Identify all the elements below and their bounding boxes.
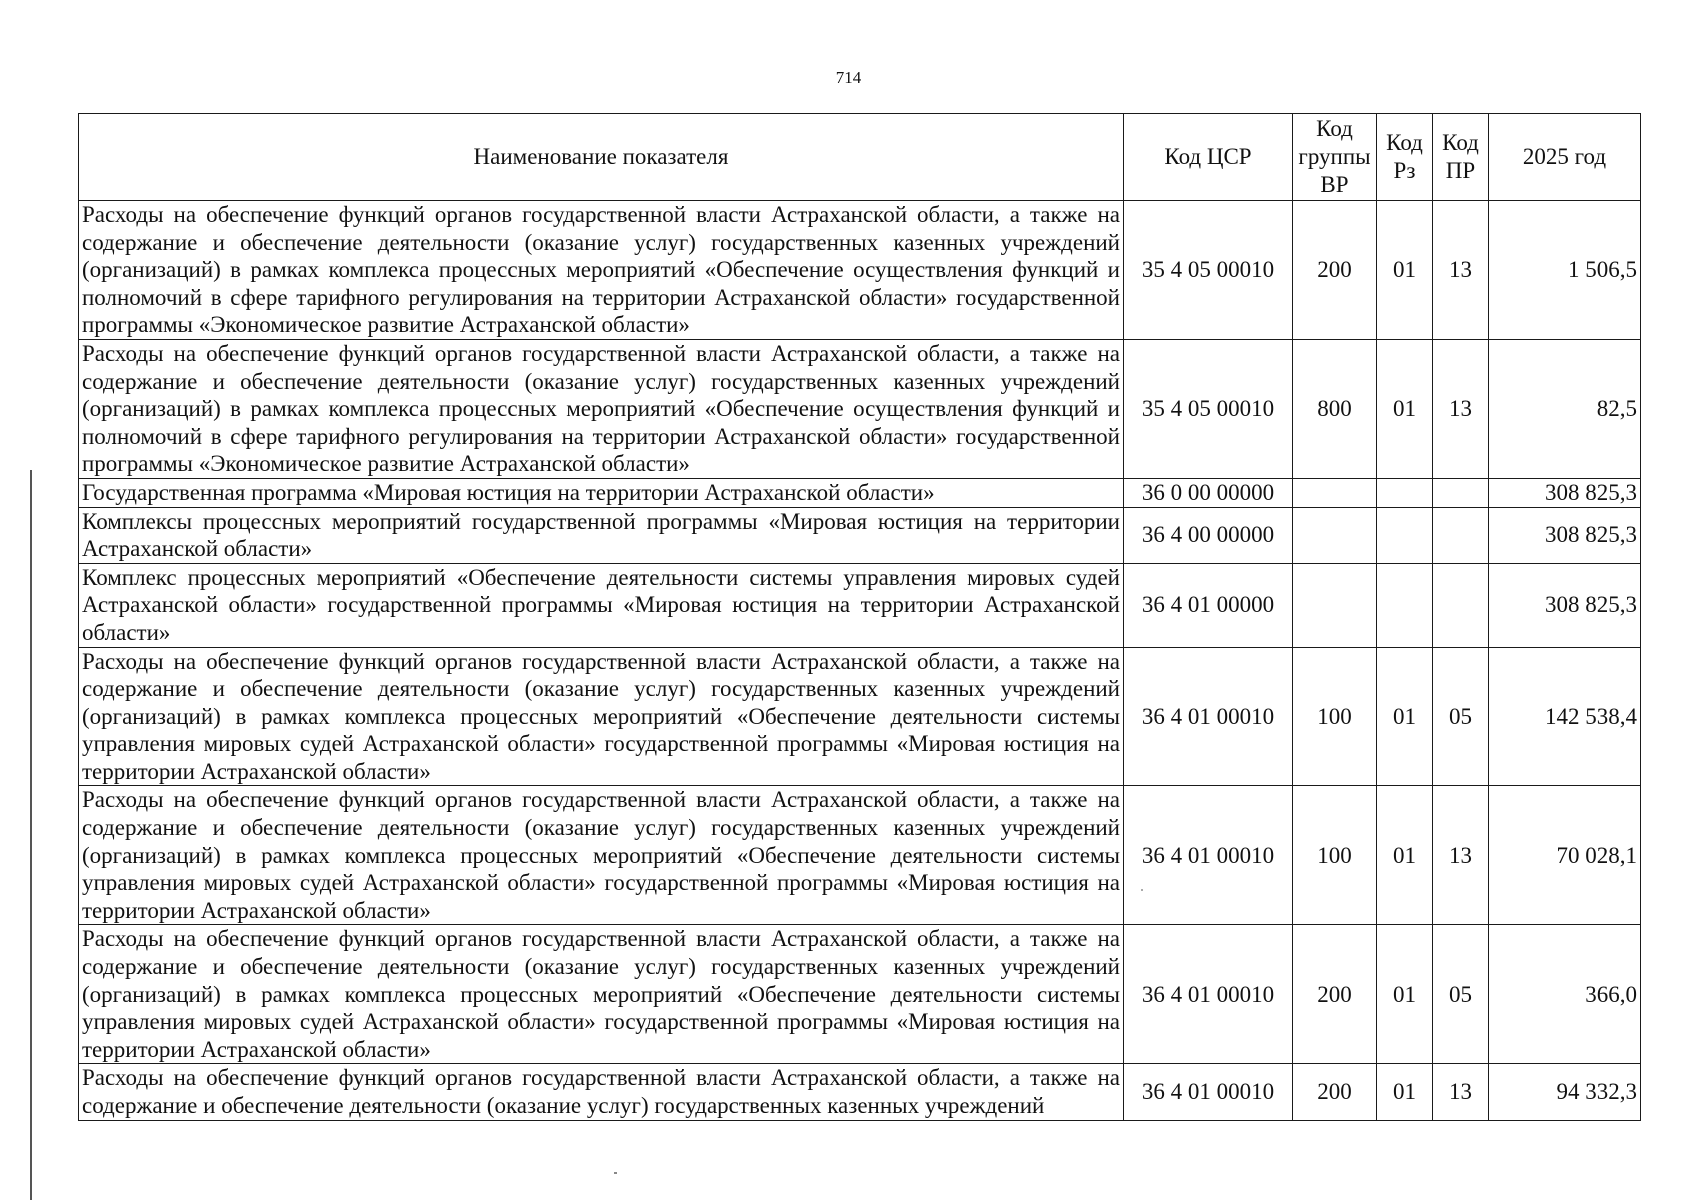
header-year: 2025 год (1489, 114, 1641, 201)
header-rz-line: Код (1386, 130, 1423, 155)
row-name-cell: Расходы на обеспечение функций органов государственной власти Астраханской области, а также на содержание и обеспечение деятельности (оказание услуг) государственных казенных учреждений (организаций) в рамках комплекса процессных мероприятий «Обеспечение деятельности системы управления мировых судей Астраханской области» государственной программы «Мировая юстиция на территории Астраханской области» (79, 786, 1124, 925)
row-csr-cell: 35 4 05 00010 (1124, 339, 1293, 478)
header-vr-line: Код (1316, 116, 1353, 141)
row-amount-cell: 308 825,3 (1489, 563, 1641, 647)
header-rz-line: Рз (1393, 158, 1416, 183)
row-rz-cell: 01 (1377, 786, 1433, 925)
row-name-cell: Расходы на обеспечение функций органов государственной власти Астраханской области, а также на содержание и обеспечение деятельности (оказание услуг) государственных казенных учреждений (79, 1064, 1124, 1120)
row-amount-cell: 142 538,4 (1489, 647, 1641, 786)
table-row (79, 925, 1641, 1064)
header-pr-line: Код (1442, 130, 1479, 155)
row-pr-cell (1433, 507, 1489, 563)
row-rz-cell (1377, 478, 1433, 507)
page-number: 714 (835, 68, 862, 87)
row-vr-cell (1293, 507, 1377, 563)
row-vr-cell (1293, 563, 1377, 647)
row-vr-cell: 200 (1293, 1064, 1377, 1120)
row-rz-cell (1377, 507, 1433, 563)
row-rz-cell: 01 (1377, 201, 1433, 340)
row-csr-cell: 36 4 01 00010 (1124, 925, 1293, 1064)
table-row (79, 507, 1641, 563)
row-rz-cell: 01 (1377, 339, 1433, 478)
row-pr-cell (1433, 478, 1489, 507)
row-pr-cell: 13 (1433, 786, 1489, 925)
row-vr-cell: 100 (1293, 786, 1377, 925)
header-csr: Код ЦСР (1124, 114, 1293, 201)
row-rz-cell: 01 (1377, 925, 1433, 1064)
row-amount-cell: 1 506,5 (1489, 201, 1641, 340)
row-amount-cell: 94 332,3 (1489, 1064, 1641, 1120)
row-name-cell: Расходы на обеспечение функций органов государственной власти Астраханской области, а также на содержание и обеспечение деятельности (оказание услуг) государственных казенных учреждений (организаций) в рамках комплекса процессных мероприятий «Обеспечение деятельности системы управления мировых судей Астраханской области» государственной программы «Мировая юстиция на территории Астраханской области» (79, 647, 1124, 786)
row-amount-cell: 70 028,1 (1489, 786, 1641, 925)
row-name-cell: Государственная программа «Мировая юстиция на территории Астраханской области» (79, 478, 1124, 507)
row-vr-cell (1293, 478, 1377, 507)
header-vr-line: группы (1298, 144, 1371, 169)
row-rz-cell (1377, 563, 1433, 647)
scan-speck (614, 1172, 617, 1174)
row-csr-cell: 36 0 00 00000 (1124, 478, 1293, 507)
header-vr (1293, 114, 1377, 201)
header-pr-line: ПР (1445, 158, 1476, 183)
row-pr-cell: 05 (1433, 925, 1489, 1064)
row-csr-cell: 36 4 01 00010 (1124, 1064, 1293, 1120)
row-amount-cell: 366,0 (1489, 925, 1641, 1064)
table-header-row (79, 114, 1641, 201)
row-vr-cell: 200 (1293, 201, 1377, 340)
row-vr-cell: 800 (1293, 339, 1377, 478)
row-csr-cell: 35 4 05 00010 (1124, 201, 1293, 340)
header-pr (1433, 114, 1489, 201)
row-amount-cell: 82,5 (1489, 339, 1641, 478)
header-vr-line: ВР (1320, 172, 1349, 197)
row-name-cell: Комплекс процессных мероприятий «Обеспечение деятельности системы управления мировых судей Астраханской области» государственной программы «Мировая юстиция на территории Астраханской области» (79, 563, 1124, 647)
table-row (79, 478, 1641, 507)
row-amount-cell: 308 825,3 (1489, 507, 1641, 563)
table-row (79, 647, 1641, 786)
row-rz-cell: 01 (1377, 647, 1433, 786)
table-row (79, 201, 1641, 340)
row-rz-cell: 01 (1377, 1064, 1433, 1120)
row-pr-cell (1433, 563, 1489, 647)
row-csr-cell: 36 4 00 00000 (1124, 507, 1293, 563)
row-pr-cell: 13 (1433, 339, 1489, 478)
row-name-cell: Расходы на обеспечение функций органов государственной власти Астраханской области, а также на содержание и обеспечение деятельности (оказание услуг) государственных казенных учреждений (организаций) в рамках комплекса процессных мероприятий «Обеспечение деятельности системы управления мировых судей Астраханской области» государственной программы «Мировая юстиция на территории Астраханской области» (79, 925, 1124, 1064)
row-amount-cell: 308 825,3 (1489, 478, 1641, 507)
row-vr-cell: 200 (1293, 925, 1377, 1064)
scan-edge-line (30, 470, 32, 1200)
row-name-cell: Расходы на обеспечение функций органов государственной власти Астраханской области, а также на содержание и обеспечение деятельности (оказание услуг) государственных казенных учреждений (организаций) в рамках комплекса процессных мероприятий «Обеспечение осуществления функций и полномочий в сфере тарифного регулирования на территории Астраханской области» государственной программы «Экономическое развитие Астраханской области» (79, 339, 1124, 478)
row-name-cell: Расходы на обеспечение функций органов государственной власти Астраханской области, а также на содержание и обеспечение деятельности (оказание услуг) государственных казенных учреждений (организаций) в рамках комплекса процессных мероприятий «Обеспечение осуществления функций и полномочий в сфере тарифного регулирования на территории Астраханской области» государственной программы «Экономическое развитие Астраханской области» (79, 201, 1124, 340)
header-name: Наименование показателя (79, 114, 1124, 201)
table-row (79, 786, 1641, 925)
row-csr-cell: 36 4 01 00010 (1124, 786, 1293, 925)
header-rz (1377, 114, 1433, 201)
table-row (79, 1064, 1641, 1120)
budget-table (78, 113, 1641, 1121)
row-pr-cell: 05 (1433, 647, 1489, 786)
row-name-cell: Комплексы процессных мероприятий государственной программы «Мировая юстиция на территории Астраханской области» (79, 507, 1124, 563)
table-row (79, 563, 1641, 647)
table-row (79, 339, 1641, 478)
row-vr-cell: 100 (1293, 647, 1377, 786)
row-csr-cell: 36 4 01 00000 (1124, 563, 1293, 647)
row-pr-cell: 13 (1433, 1064, 1489, 1120)
row-pr-cell: 13 (1433, 201, 1489, 340)
row-csr-cell: 36 4 01 00010 (1124, 647, 1293, 786)
